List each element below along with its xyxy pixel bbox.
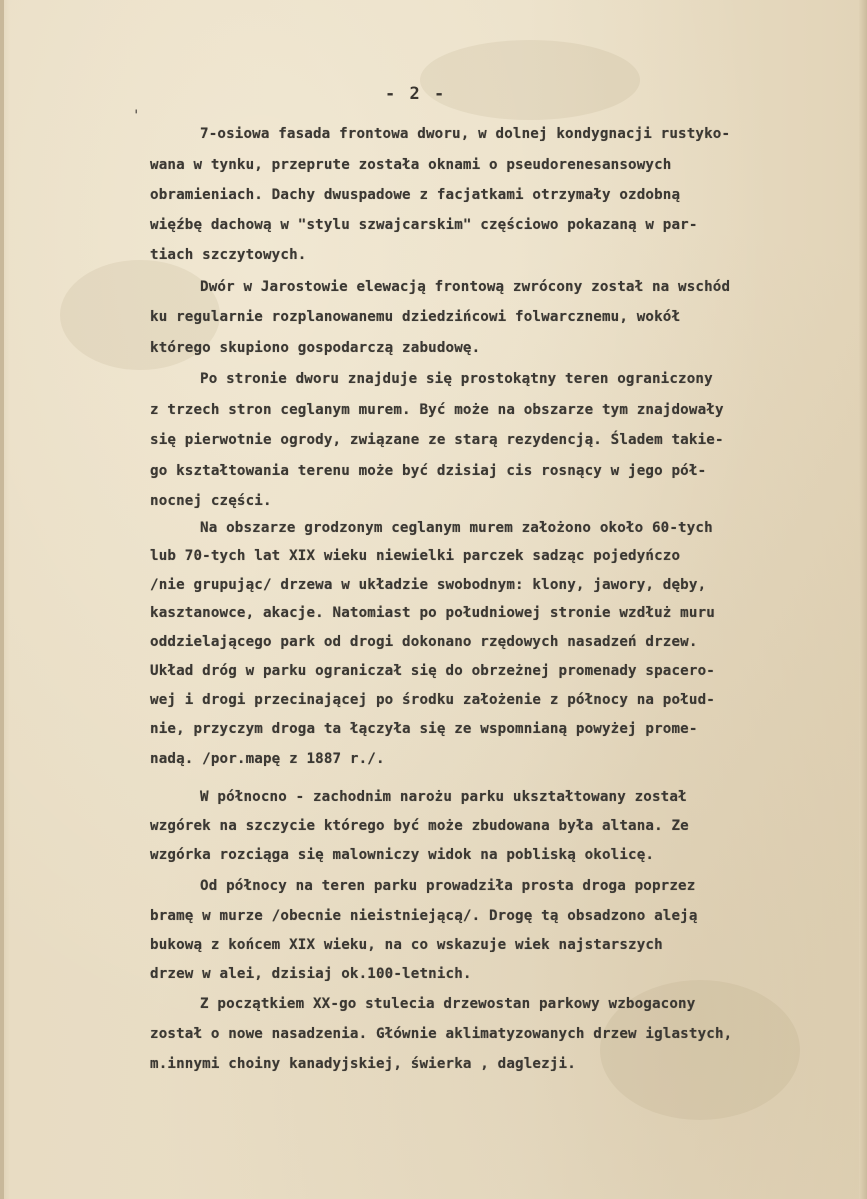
stray-mark: '	[132, 108, 141, 124]
text-line: nocnej części.	[150, 493, 272, 509]
text-line: z trzech stron ceglanym murem. Być może na obszarze tym znajdowały	[150, 402, 724, 418]
text-line: więźbę dachową w "stylu szwajcarskim" częściowo pokazaną w par-	[150, 217, 698, 233]
text-line: bukową z końcem XIX wieku, na co wskazuje wiek najstarszych	[150, 937, 663, 953]
text-line: Po stronie dworu znajduje się prostokątny teren ograniczony	[200, 371, 713, 387]
text-line: W północno - zachodnim narożu parku ukształtowany został	[200, 789, 687, 805]
text-line: Z początkiem XX-go stulecia drzewostan parkowy wzbogacony	[200, 996, 696, 1012]
text-line: nadą. /por.mapę z 1887 r./.	[150, 751, 385, 767]
text-line: Dwór w Jarostowie elewacją frontową zwrócony został na wschód	[200, 279, 731, 295]
text-line: Układ dróg w parku ograniczał się do obrzeżnej promenady spacero-	[150, 663, 715, 679]
paper-left-edge	[0, 0, 4, 1199]
paper-stain	[420, 40, 640, 120]
text-line: Na obszarze grodzonym ceglanym murem założono około 60-tych	[200, 520, 713, 536]
text-line: kasztanowce, akacje. Natomiast po południowej stronie wzdłuż muru	[150, 605, 715, 621]
text-line: m.innymi choiny kanadyjskiej, świerka , daglezji.	[150, 1056, 576, 1072]
text-line: tiach szczytowych.	[150, 247, 307, 263]
text-line: obramieniach. Dachy dwuspadowe z facjatkami otrzymały ozdobną	[150, 187, 681, 203]
paper-right-edge	[859, 0, 867, 1199]
text-line: wzgórka rozciąga się malowniczy widok na pobliską okolicę.	[150, 847, 655, 863]
text-line: Od północy na teren parku prowadziła prosta droga poprzez	[200, 878, 696, 894]
text-line: drzew w alei, dzisiaj ok.100-letnich.	[150, 966, 472, 982]
text-line: wana w tynku, przeprute została oknami o pseudorenesansowych	[150, 157, 672, 173]
text-line: się pierwotnie ogrody, związane ze starą rezydencją. Śladem takie-	[150, 432, 724, 448]
text-line: został o nowe nasadzenia. Głównie aklimatyzowanych drzew iglastych,	[150, 1026, 733, 1042]
text-line: wej i drogi przecinającej po środku założenie z północy na połud-	[150, 692, 715, 708]
text-line: go kształtowania terenu może być dzisiaj cis rosnący w jego pół-	[150, 463, 707, 479]
page-number: - 2 -	[385, 84, 447, 104]
text-line: /nie grupując/ drzewa w układzie swobodnym: klony, jawory, dęby,	[150, 577, 707, 593]
text-line: wzgórek na szczycie którego być może zbudowana była altana. Ze	[150, 818, 689, 834]
text-line: nie, przyczym droga ta łączyła się ze wspomnianą powyżej prome-	[150, 721, 698, 737]
text-line: ku regularnie rozplanowanemu dziedzińcowi folwarcznemu, wokół	[150, 309, 681, 325]
text-line: 7-osiowa fasada frontowa dworu, w dolnej kondygnacji rustyko-	[200, 126, 731, 142]
text-line: lub 70-tych lat XIX wieku niewielki parczek sadząc pojedyńczo	[150, 548, 681, 564]
text-line: którego skupiono gospodarczą zabudowę.	[150, 340, 481, 356]
text-line: oddzielającego park od drogi dokonano rzędowych nasadzeń drzew.	[150, 634, 698, 650]
text-line: bramę w murze /obecnie nieistniejącą/. Drogę tą obsadzono aleją	[150, 908, 698, 924]
